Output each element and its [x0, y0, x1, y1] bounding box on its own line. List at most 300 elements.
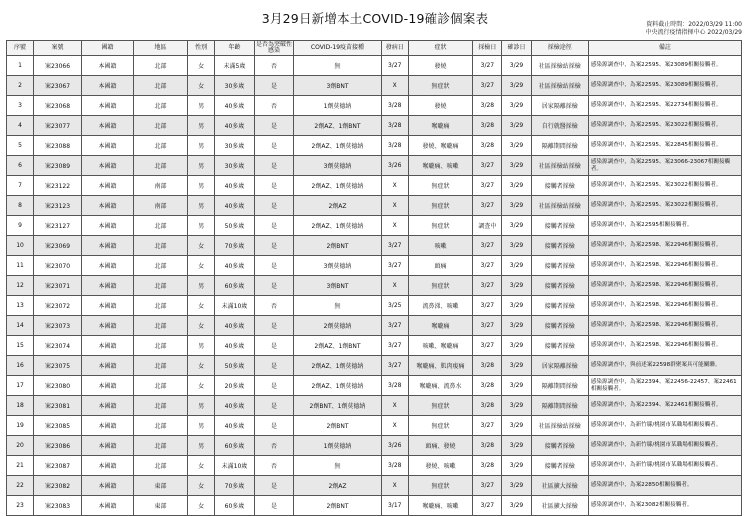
- cell-vaccine: 2劑AZ、1劑莫德納: [294, 176, 381, 196]
- cell-sex: 女: [188, 256, 215, 276]
- cell-confirm-date: 3/29: [502, 456, 531, 476]
- cell-breakthrough: 是: [254, 216, 294, 236]
- cell-age: 60多歲: [215, 276, 255, 296]
- cell-sample-date: 3/27: [473, 76, 502, 96]
- col-header-note: 備註: [588, 41, 741, 56]
- cell-nationality: 本國籍: [81, 216, 133, 236]
- cell-sample-date: 3/28: [473, 436, 502, 456]
- cell-breakthrough: 否: [254, 296, 294, 316]
- cell-nationality: 本國籍: [81, 316, 133, 336]
- cell-sample-date: 3/27: [473, 276, 502, 296]
- cell-case-id: 案23070: [34, 256, 82, 276]
- cell-age: 30多歲: [215, 136, 255, 156]
- cell-sex: 女: [188, 356, 215, 376]
- cell-sex: 男: [188, 116, 215, 136]
- cell-region: 南部: [133, 196, 187, 216]
- cell-note: 感染源調查中，為案22598、案22946相關接觸者。: [588, 336, 741, 356]
- cell-symptom: 頭痛、發燒: [408, 436, 473, 456]
- cell-vaccine: 2劑BNT、1劑莫德納: [294, 396, 381, 416]
- cell-sex: 男: [188, 136, 215, 156]
- cell-onset-date: 3/28: [381, 376, 408, 396]
- cell-sample-route: 隔離期間採檢: [531, 136, 588, 156]
- cell-breakthrough: 是: [254, 136, 294, 156]
- cell-sample-date: 3/28: [473, 96, 502, 116]
- cell-case-id: 案23083: [34, 496, 82, 516]
- cell-sample-route: 接觸者採檢: [531, 316, 588, 336]
- cell-sample-date: 調查中: [473, 216, 502, 236]
- cell-nationality: 本國籍: [81, 356, 133, 376]
- cell-age: 70多歲: [215, 476, 255, 496]
- cell-case-id: 案23067: [34, 76, 82, 96]
- table-row: [7, 476, 742, 496]
- cell-confirm-date: 3/29: [502, 216, 531, 236]
- table-row: [7, 176, 742, 196]
- cell-onset-date: 3/26: [381, 436, 408, 456]
- cell-age: 40多歲: [215, 176, 255, 196]
- cell-sample-route: 接觸者採檢: [531, 256, 588, 276]
- cell-case-id: 案23122: [34, 176, 82, 196]
- cell-case-id: 案23071: [34, 276, 82, 296]
- cell-onset-date: 3/27: [381, 56, 408, 76]
- cell-confirm-date: 3/29: [502, 496, 531, 516]
- cell-vaccine: 2劑莫德納: [294, 316, 381, 336]
- cell-note: 感染源調查中，為案22598、案22946相關接觸者。: [588, 276, 741, 296]
- cell-region: 北部: [133, 436, 187, 456]
- cell-case-id: 案23082: [34, 476, 82, 496]
- cell-nationality: 本國籍: [81, 116, 133, 136]
- cell-seq: 15: [7, 336, 34, 356]
- cell-age: 40多歲: [215, 116, 255, 136]
- cell-seq: 3: [7, 96, 34, 116]
- cell-case-id: 案23077: [34, 116, 82, 136]
- cell-sex: 男: [188, 216, 215, 236]
- cell-symptom: 咳嗽: [408, 236, 473, 256]
- cell-region: 東部: [133, 496, 187, 516]
- cell-sample-route: 社區擴大採檢: [531, 476, 588, 496]
- cell-age: 30多歲: [215, 156, 255, 176]
- cell-nationality: 本國籍: [81, 476, 133, 496]
- cell-breakthrough: 是: [254, 316, 294, 336]
- cell-case-id: 案23085: [34, 416, 82, 436]
- cell-sample-date: 3/28: [473, 116, 502, 136]
- cell-onset-date: 3/28: [381, 136, 408, 156]
- col-header-breakthrough: 是否為突破性感染: [255, 41, 292, 54]
- cell-breakthrough: 是: [254, 396, 294, 416]
- cell-nationality: 本國籍: [81, 436, 133, 456]
- cell-onset-date: X: [381, 276, 408, 296]
- cell-case-id: 案23072: [34, 296, 82, 316]
- cell-sample-route: 接觸者採檢: [531, 436, 588, 456]
- cell-breakthrough: 是: [254, 416, 294, 436]
- cell-sample-route: 接觸者採檢: [531, 276, 588, 296]
- cell-case-id: 案23069: [34, 236, 82, 256]
- cell-age: 60多歲: [215, 436, 255, 456]
- cell-case-id: 案23074: [34, 336, 82, 356]
- cell-case-id: 案23068: [34, 96, 82, 116]
- cell-case-id: 案23088: [34, 136, 82, 156]
- cell-note: 感染源調查中，為案22595、案22845相關接觸者。: [588, 136, 741, 156]
- cell-confirm-date: 3/29: [502, 176, 531, 196]
- cell-case-id: 案23066: [34, 56, 82, 76]
- col-header-nationality: 國籍: [81, 41, 133, 56]
- cell-symptom: 頭痛: [408, 256, 473, 276]
- cell-seq: 23: [7, 496, 34, 516]
- cell-symptom: 喉嚨痛: [408, 316, 473, 336]
- table-row: [7, 156, 742, 176]
- cell-symptom: 無症狀: [408, 276, 473, 296]
- cell-onset-date: X: [381, 196, 408, 216]
- cell-confirm-date: 3/29: [502, 396, 531, 416]
- cell-note: 感染源調查中，為案22598、案22946相關接觸者。: [588, 316, 741, 336]
- cell-breakthrough: 否: [254, 436, 294, 456]
- cell-nationality: 本國籍: [81, 56, 133, 76]
- cell-region: 北部: [133, 396, 187, 416]
- cell-vaccine: 2劑AZ、1劑莫德納: [294, 356, 381, 376]
- cell-onset-date: 3/27: [381, 256, 408, 276]
- cell-age: 40多歲: [215, 196, 255, 216]
- cell-vaccine: 2劑AZ: [294, 476, 381, 496]
- cell-onset-date: 3/28: [381, 456, 408, 476]
- cell-region: 北部: [133, 456, 187, 476]
- table-row: [7, 136, 742, 156]
- cell-sample-route: 接觸者採檢: [531, 236, 588, 256]
- cell-sample-date: 3/27: [473, 256, 502, 276]
- col-header-onset: 發病日: [381, 41, 408, 56]
- cell-case-id: 案23073: [34, 316, 82, 336]
- cell-sample-route: 社區採檢站採檢: [531, 56, 588, 76]
- cell-nationality: 本國籍: [81, 196, 133, 216]
- cell-sex: 男: [188, 416, 215, 436]
- cell-case-id: 案23087: [34, 456, 82, 476]
- cell-vaccine: 1劑莫德納: [294, 436, 381, 456]
- cell-note: 感染源調查中，為案22595、案23022相關接觸者。: [588, 176, 741, 196]
- cell-symptom: 無症狀: [408, 216, 473, 236]
- cell-region: 北部: [133, 56, 187, 76]
- cell-age: 40多歲: [215, 96, 255, 116]
- cell-breakthrough: 是: [254, 176, 294, 196]
- cell-seq: 16: [7, 356, 34, 376]
- table-header-row: [7, 41, 742, 56]
- cell-nationality: 本國籍: [81, 376, 133, 396]
- cell-note: 感染源調查中，與前述案22598群聚案具可能關聯。: [588, 356, 741, 376]
- table-row: [7, 436, 742, 456]
- cell-sample-route: 社區擴大採檢: [531, 496, 588, 516]
- cell-onset-date: X: [381, 176, 408, 196]
- cell-breakthrough: 否: [254, 96, 294, 116]
- cell-case-id: 案23127: [34, 216, 82, 236]
- cell-vaccine: 無: [294, 296, 381, 316]
- cell-age: 未滿10歲: [215, 296, 255, 316]
- cell-seq: 1: [7, 56, 34, 76]
- cell-nationality: 本國籍: [81, 416, 133, 436]
- cell-region: 北部: [133, 156, 187, 176]
- case-table: [6, 40, 742, 516]
- cell-confirm-date: 3/29: [502, 356, 531, 376]
- cell-note: 感染源調查中，為案22595、案23066-23067相關接觸者。: [588, 156, 741, 176]
- cell-symptom: 無症狀: [408, 476, 473, 496]
- cell-note: 感染源調查中，為案22595相關接觸者。: [588, 216, 741, 236]
- cell-vaccine: 2劑AZ: [294, 196, 381, 216]
- cell-confirm-date: 3/29: [502, 156, 531, 176]
- cell-age: 50多歲: [215, 356, 255, 376]
- cell-sample-route: 接觸者採檢: [531, 216, 588, 236]
- cell-note: 感染源調查中，為案22394、案22456-22457、案22461相關接觸者。: [588, 376, 741, 396]
- cell-onset-date: X: [381, 76, 408, 96]
- cell-note: 感染源調查中，為案23082相關接觸者。: [588, 496, 741, 516]
- cell-onset-date: 3/27: [381, 336, 408, 356]
- cell-case-id: 案23123: [34, 196, 82, 216]
- page-title: 3月29日新增本土COVID-19確診個案表: [261, 11, 489, 26]
- cell-region: 北部: [133, 376, 187, 396]
- cell-symptom: 喉嚨痛、咳嗽: [408, 156, 473, 176]
- cell-sample-route: 居家隔離採檢: [531, 96, 588, 116]
- cell-age: 40多歲: [215, 416, 255, 436]
- cell-age: 20多歲: [215, 376, 255, 396]
- cell-onset-date: 3/17: [381, 496, 408, 516]
- cell-age: 40多歲: [215, 336, 255, 356]
- cell-region: 東部: [133, 476, 187, 496]
- cell-onset-date: 3/25: [381, 296, 408, 316]
- cell-symptom: 流鼻涕、咳嗽: [408, 296, 473, 316]
- cell-sample-date: 3/28: [473, 136, 502, 156]
- cell-sample-route: 社區採檢站採檢: [531, 156, 588, 176]
- cell-breakthrough: 是: [254, 236, 294, 256]
- cell-note: 感染源調查中，為案22850相關接觸者。: [588, 476, 741, 496]
- cell-sex: 女: [188, 236, 215, 256]
- cell-region: 南部: [133, 176, 187, 196]
- cell-onset-date: X: [381, 396, 408, 416]
- cell-sample-route: 社區採檢站採檢: [531, 196, 588, 216]
- cell-confirm-date: 3/29: [502, 136, 531, 156]
- cell-age: 60多歲: [215, 496, 255, 516]
- cell-sex: 男: [188, 396, 215, 416]
- cell-nationality: 本國籍: [81, 136, 133, 156]
- cell-age: 未滿5歲: [215, 56, 255, 76]
- cell-region: 北部: [133, 416, 187, 436]
- cell-seq: 17: [7, 376, 34, 396]
- cell-sample-date: 3/28: [473, 456, 502, 476]
- cell-vaccine: 2劑BNT: [294, 236, 381, 256]
- table-row: [7, 276, 742, 296]
- cell-vaccine: 無: [294, 456, 381, 476]
- cell-sample-date: 3/27: [473, 476, 502, 496]
- cell-sample-route: 自行就醫採檢: [531, 116, 588, 136]
- cell-nationality: 本國籍: [81, 236, 133, 256]
- cell-sample-date: 3/27: [473, 296, 502, 316]
- cell-confirm-date: 3/29: [502, 116, 531, 136]
- cell-seq: 22: [7, 476, 34, 496]
- cell-vaccine: 2劑AZ、1劑BNT: [294, 116, 381, 136]
- cell-vaccine: 2劑BNT: [294, 416, 381, 436]
- cell-seq: 13: [7, 296, 34, 316]
- cell-breakthrough: 是: [254, 196, 294, 216]
- cell-confirm-date: 3/29: [502, 76, 531, 96]
- cell-onset-date: 3/27: [381, 236, 408, 256]
- cell-vaccine: 3劑莫德納: [294, 156, 381, 176]
- cell-note: 感染源調查中，為新竹縣/桃園市某職場相關接觸者。: [588, 416, 741, 436]
- cell-vaccine: 2劑AZ、1劑莫德納: [294, 136, 381, 156]
- cell-nationality: 本國籍: [81, 276, 133, 296]
- table-row: [7, 396, 742, 416]
- cell-symptom: 喉嚨痛、流鼻水: [408, 376, 473, 396]
- cell-note: 感染源調查中，為新竹縣/桃園市某職場相關接觸者。: [588, 436, 741, 456]
- cell-breakthrough: 是: [254, 496, 294, 516]
- cell-confirm-date: 3/29: [502, 196, 531, 216]
- cell-region: 北部: [133, 256, 187, 276]
- table-row: [7, 216, 742, 236]
- cell-region: 北部: [133, 336, 187, 356]
- cell-sample-date: 3/27: [473, 156, 502, 176]
- cell-vaccine: 無: [294, 56, 381, 76]
- col-header-sample-date: 採檢日: [473, 41, 502, 56]
- table-row: [7, 356, 742, 376]
- cell-age: 30多歲: [215, 76, 255, 96]
- cell-symptom: 喉嚨痛、咳嗽: [408, 496, 473, 516]
- cell-note: 感染源調查中，為案22598、案22946相關接觸者。: [588, 296, 741, 316]
- cell-breakthrough: 是: [254, 76, 294, 96]
- cell-onset-date: 3/27: [381, 316, 408, 336]
- cell-seq: 18: [7, 396, 34, 416]
- cell-confirm-date: 3/29: [502, 436, 531, 456]
- cell-age: 40多歲: [215, 316, 255, 336]
- cell-vaccine: 3劑BNT: [294, 276, 381, 296]
- cell-symptom: 發燒、喉嚨痛: [408, 136, 473, 156]
- cell-region: 北部: [133, 236, 187, 256]
- cell-sample-route: 居家隔離採檢: [531, 356, 588, 376]
- cell-sample-route: 社區採檢站採檢: [531, 76, 588, 96]
- cell-onset-date: 3/27: [381, 356, 408, 376]
- cell-seq: 6: [7, 156, 34, 176]
- cell-symptom: 無症狀: [408, 396, 473, 416]
- table-row: [7, 456, 742, 476]
- col-header-case: 案號: [34, 41, 82, 56]
- data-source: 中央流行疫情指揮中心 2022/03/29: [645, 29, 742, 36]
- cell-age: 40多歲: [215, 396, 255, 416]
- cell-sample-date: 3/28: [473, 376, 502, 396]
- cell-region: 北部: [133, 216, 187, 236]
- cell-vaccine: 1劑莫德納: [294, 96, 381, 116]
- cell-seq: 14: [7, 316, 34, 336]
- cell-sex: 男: [188, 336, 215, 356]
- cell-sample-route: 隔離期間採檢: [531, 376, 588, 396]
- table-row: [7, 316, 742, 336]
- cell-seq: 2: [7, 76, 34, 96]
- cell-note: 感染源調查中，為新竹縣/桃園市某職場相關接觸者。: [588, 456, 741, 476]
- cell-symptom: 發燒: [408, 56, 473, 76]
- cell-case-id: 案23080: [34, 376, 82, 396]
- cell-note: 感染源調查中，為案22598、案22946相關接觸者。: [588, 256, 741, 276]
- cell-sex: 男: [188, 176, 215, 196]
- cell-note: 感染源調查中，為案22598、案22946相關接觸者。: [588, 236, 741, 256]
- cell-region: 北部: [133, 296, 187, 316]
- cell-breakthrough: 是: [254, 376, 294, 396]
- cell-onset-date: 3/26: [381, 156, 408, 176]
- cell-vaccine: 3劑莫德納: [294, 256, 381, 276]
- col-header-symptom: 症狀: [408, 41, 473, 56]
- cell-breakthrough: 是: [254, 356, 294, 376]
- cell-onset-date: X: [381, 216, 408, 236]
- cell-seq: 8: [7, 196, 34, 216]
- cell-symptom: 無症狀: [408, 176, 473, 196]
- cell-sample-date: 3/27: [473, 496, 502, 516]
- cell-case-id: 案23081: [34, 396, 82, 416]
- table-row: [7, 336, 742, 356]
- cell-seq: 7: [7, 176, 34, 196]
- cell-confirm-date: 3/29: [502, 256, 531, 276]
- cell-confirm-date: 3/29: [502, 236, 531, 256]
- cell-note: 感染源調查中，為案22595、案22734相關接觸者。: [588, 96, 741, 116]
- col-header-confirm-date: 確診日: [502, 41, 531, 56]
- cell-seq: 21: [7, 456, 34, 476]
- cell-nationality: 本國籍: [81, 96, 133, 116]
- table-row: [7, 236, 742, 256]
- cell-vaccine: 2劑AZ、1劑BNT: [294, 336, 381, 356]
- cell-confirm-date: 3/29: [502, 416, 531, 436]
- cell-sample-date: 3/27: [473, 56, 502, 76]
- cell-age: 70多歲: [215, 236, 255, 256]
- cell-sex: 女: [188, 456, 215, 476]
- cell-age: 40多歲: [215, 256, 255, 276]
- cell-case-id: 案23086: [34, 436, 82, 456]
- cell-confirm-date: 3/29: [502, 276, 531, 296]
- cell-sample-date: 3/28: [473, 356, 502, 376]
- cell-onset-date: 3/28: [381, 96, 408, 116]
- cell-sample-date: 3/27: [473, 236, 502, 256]
- cell-sex: 女: [188, 56, 215, 76]
- cell-nationality: 本國籍: [81, 176, 133, 196]
- cell-breakthrough: 否: [254, 456, 294, 476]
- cell-vaccine: 2劑AZ、1劑莫德納: [294, 216, 381, 236]
- table-row: [7, 96, 742, 116]
- cell-breakthrough: 是: [254, 116, 294, 136]
- cell-confirm-date: 3/29: [502, 296, 531, 316]
- cell-breakthrough: 是: [254, 276, 294, 296]
- cell-confirm-date: 3/29: [502, 336, 531, 356]
- cell-sample-route: 接觸者採檢: [531, 296, 588, 316]
- cell-sex: 男: [188, 436, 215, 456]
- table-body: [7, 56, 742, 516]
- cell-symptom: 喉嚨痛、肌肉痠痛: [408, 356, 473, 376]
- cell-breakthrough: 是: [254, 256, 294, 276]
- cell-case-id: 案23089: [34, 156, 82, 176]
- cell-seq: 4: [7, 116, 34, 136]
- cell-note: 感染源調查中，為案22595、案23089相關接觸者。: [588, 56, 741, 76]
- cell-region: 北部: [133, 276, 187, 296]
- cell-seq: 5: [7, 136, 34, 156]
- cell-nationality: 本國籍: [81, 456, 133, 476]
- cell-seq: 19: [7, 416, 34, 436]
- cell-nationality: 本國籍: [81, 296, 133, 316]
- meta-info: [646, 21, 743, 37]
- cell-vaccine: 3劑BNT: [294, 76, 381, 96]
- cell-sex: 女: [188, 496, 215, 516]
- cell-region: 北部: [133, 96, 187, 116]
- cell-nationality: 本國籍: [81, 336, 133, 356]
- cell-sample-date: 3/27: [473, 176, 502, 196]
- cell-symptom: 咳嗽、喉嚨痛: [408, 336, 473, 356]
- cell-onset-date: X: [381, 416, 408, 436]
- cell-note: 感染源調查中，為案22595、案23022相關接觸者。: [588, 196, 741, 216]
- cell-sample-date: 3/28: [473, 396, 502, 416]
- col-header-sex: 性別: [188, 41, 215, 56]
- cell-region: 北部: [133, 116, 187, 136]
- cell-nationality: 本國籍: [81, 76, 133, 96]
- cell-symptom: 無症狀: [408, 196, 473, 216]
- table-row: [7, 416, 742, 436]
- cell-region: 北部: [133, 356, 187, 376]
- table-row: [7, 296, 742, 316]
- cell-symptom: 喉嚨痛: [408, 116, 473, 136]
